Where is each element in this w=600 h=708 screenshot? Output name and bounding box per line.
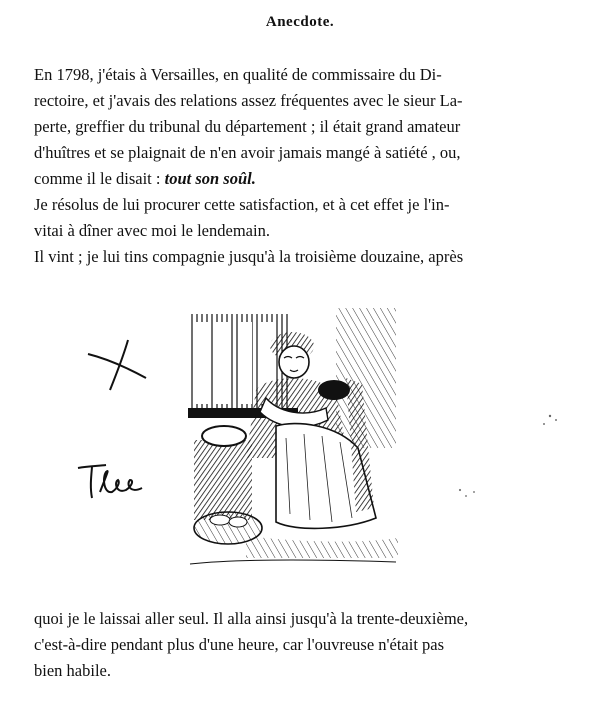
page-title: Anecdote. — [265, 14, 335, 30]
paragraph-2 — [34, 192, 562, 244]
text-line: perte, greffier du tribunal du département ; il était grand amateur — [34, 117, 461, 136]
text-line: d'huîtres et se plaignait de n'en avoir jamais mangé à satiété , ou, — [34, 143, 461, 162]
handwritten-cross-mark — [84, 336, 150, 392]
text-line: En 1798, j'étais à Versailles, en qualité de commissaire du Di- — [34, 65, 442, 84]
text-line: rectoire, et j'avais des relations assez fréquentes avec le sieur La- — [34, 91, 463, 110]
text-line: quoi je le laissai aller seul. Il alla ainsi jusqu'à la trente-deuxième, — [34, 609, 469, 628]
text-line: Je résolus de lui procurer cette satisfaction, et à cet effet je l'in- — [34, 195, 450, 214]
print-speckles — [440, 380, 580, 530]
text-line — [34, 166, 562, 192]
text-line: bien habile. — [34, 661, 111, 680]
engraving-illustration — [186, 308, 400, 570]
paragraph-4 — [34, 606, 562, 684]
text-line: Il vint ; je lui tins compagnie jusqu'à la troisième douzaine, après — [34, 247, 464, 266]
paragraph-3 — [34, 244, 562, 270]
handwritten-signature — [76, 456, 148, 504]
text-line: c'est-à-dire pendant plus d'une heure, car l'ouvreuse n'était pas — [34, 635, 445, 654]
paragraph-1 — [34, 62, 562, 192]
emphasized-quote: tout son soûl. — [164, 169, 256, 188]
text-line: vitai à dîner avec moi le lendemain. — [34, 221, 270, 240]
text-fragment: comme il le disait : — [34, 169, 165, 188]
